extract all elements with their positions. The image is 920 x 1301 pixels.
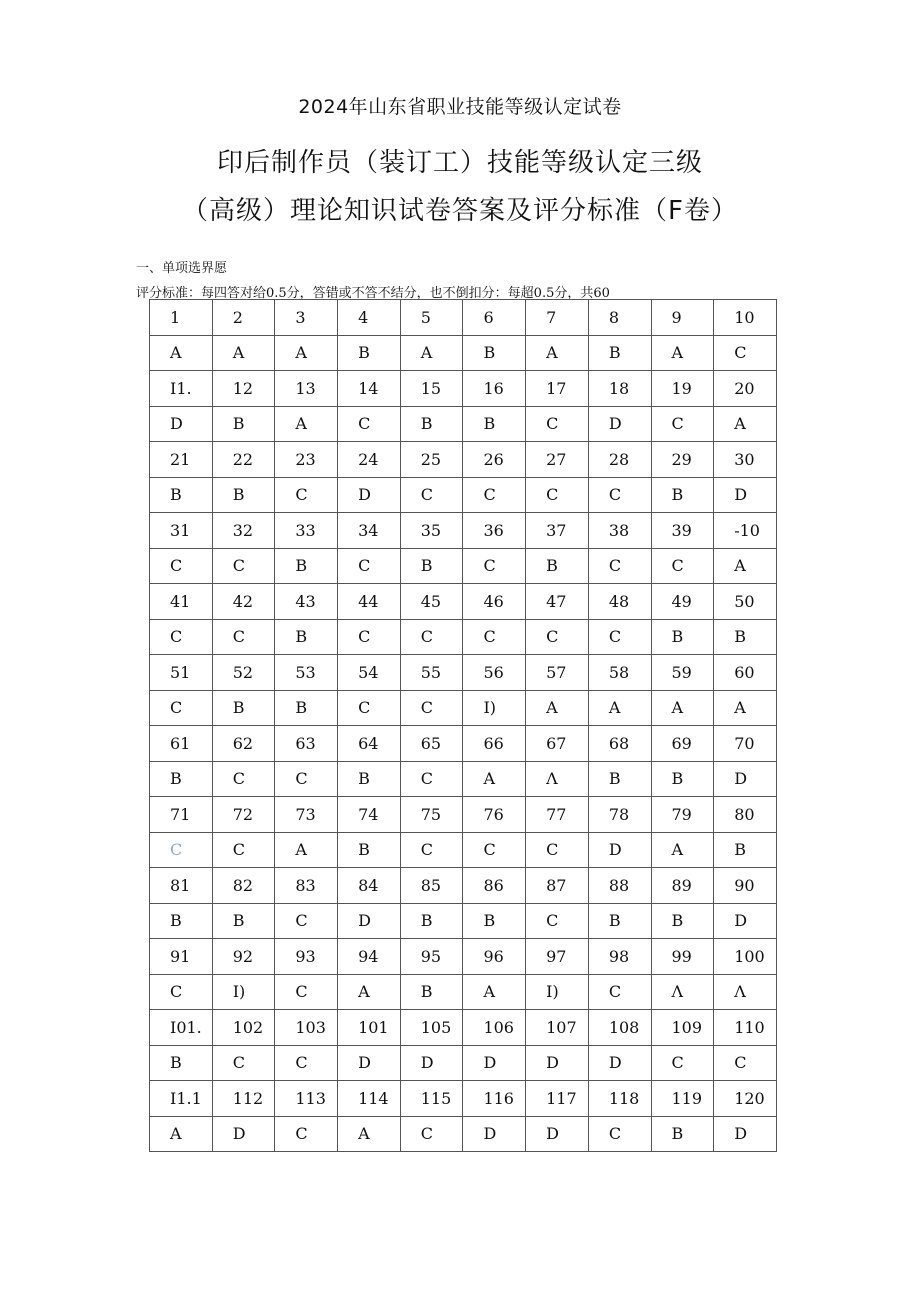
answer-cell: Λ (651, 975, 714, 1010)
answer-cell: C (651, 549, 714, 584)
question-number-cell: 62 (212, 726, 275, 762)
exam-subtitle: 2024年山东省职业技能等级认定试卷 (298, 96, 622, 118)
answer-cell: C (275, 762, 338, 797)
question-number-cell: 74 (338, 797, 401, 833)
answer-cell: C (588, 478, 651, 513)
question-number-cell: 6 (463, 300, 526, 336)
question-number-cell: 80 (714, 797, 777, 833)
answer-cell: D (400, 1046, 463, 1081)
question-number-row (150, 584, 777, 620)
answer-cell: C (526, 904, 589, 939)
answer-row (150, 478, 777, 513)
question-number-cell: 109 (651, 1010, 714, 1046)
question-number-cell: 17 (526, 371, 589, 407)
question-number-cell: 15 (400, 371, 463, 407)
question-number-cell: 47 (526, 584, 589, 620)
question-number-cell: 61 (150, 726, 213, 762)
answer-cell: B (400, 904, 463, 939)
question-number-cell: 7 (526, 300, 589, 336)
question-number-cell: 114 (338, 1081, 401, 1117)
question-number-cell: 37 (526, 513, 589, 549)
question-number-cell: 63 (275, 726, 338, 762)
question-number-cell: 81 (150, 868, 213, 904)
answer-cell: B (651, 478, 714, 513)
question-number-cell: 33 (275, 513, 338, 549)
answer-cell: B (651, 1117, 714, 1152)
question-number-row (150, 655, 777, 691)
question-number-cell: 110 (714, 1010, 777, 1046)
answer-cell: D (714, 478, 777, 513)
answer-row (150, 620, 777, 655)
answer-cell: A (588, 691, 651, 726)
answer-cell: C (338, 549, 401, 584)
question-number-cell: 86 (463, 868, 526, 904)
question-number-cell: 107 (526, 1010, 589, 1046)
answer-cell: C (400, 1117, 463, 1152)
answer-cell: B (463, 407, 526, 442)
question-number-cell: -10 (714, 513, 777, 549)
answer-cell: C (588, 549, 651, 584)
answer-cell: C (400, 478, 463, 513)
answer-cell: C (526, 478, 589, 513)
answer-cell: A (714, 691, 777, 726)
question-number-cell: 51 (150, 655, 213, 691)
answer-cell: I) (463, 691, 526, 726)
answer-cell: C (400, 691, 463, 726)
question-number-cell: 79 (651, 797, 714, 833)
answer-cell: C (212, 1046, 275, 1081)
question-number-cell: 95 (400, 939, 463, 975)
answer-cell: C (150, 549, 213, 584)
answer-cell: B (588, 762, 651, 797)
answer-cell: D (526, 1117, 589, 1152)
answer-cell: B (526, 549, 589, 584)
answer-cell: D (212, 1117, 275, 1152)
answer-cell: B (150, 1046, 213, 1081)
question-number-cell: 13 (275, 371, 338, 407)
answer-cell: D (338, 1046, 401, 1081)
answer-cell: D (463, 1046, 526, 1081)
question-number-cell: 72 (212, 797, 275, 833)
question-number-row (150, 513, 777, 549)
answer-cell: C (212, 762, 275, 797)
question-number-cell: 59 (651, 655, 714, 691)
question-number-cell: 83 (275, 868, 338, 904)
answer-cell: B (150, 904, 213, 939)
answer-cell: C (714, 1046, 777, 1081)
answer-cell: C (526, 620, 589, 655)
question-number-cell: 54 (338, 655, 401, 691)
question-number-row (150, 726, 777, 762)
question-number-cell: 2 (212, 300, 275, 336)
question-number-cell: 20 (714, 371, 777, 407)
answer-cell: A (400, 336, 463, 371)
answer-cell: B (714, 620, 777, 655)
answer-row (150, 1117, 777, 1152)
answer-cell: C (150, 691, 213, 726)
question-number-cell: 36 (463, 513, 526, 549)
answer-table-body (150, 300, 777, 1152)
question-number-cell: 35 (400, 513, 463, 549)
answer-cell: C (338, 407, 401, 442)
question-number-cell: 65 (400, 726, 463, 762)
question-number-cell: 87 (526, 868, 589, 904)
question-number-cell: 5 (400, 300, 463, 336)
answer-cell: A (338, 975, 401, 1010)
answer-cell: C (588, 975, 651, 1010)
answer-cell: A (338, 1117, 401, 1152)
answer-cell: D (150, 407, 213, 442)
question-number-row (150, 300, 777, 336)
question-number-cell: 103 (275, 1010, 338, 1046)
question-number-cell: 115 (400, 1081, 463, 1117)
answer-cell: C (651, 1046, 714, 1081)
question-number-cell: 22 (212, 442, 275, 478)
answer-cell: C (275, 975, 338, 1010)
answer-cell: I) (526, 975, 589, 1010)
question-number-cell: 76 (463, 797, 526, 833)
question-number-cell: 117 (526, 1081, 589, 1117)
answer-cell: B (212, 691, 275, 726)
question-number-cell: 49 (651, 584, 714, 620)
answer-cell: B (651, 904, 714, 939)
answer-cell: B (651, 762, 714, 797)
answer-table (149, 299, 777, 1152)
question-number-cell: 43 (275, 584, 338, 620)
answer-cell: C (588, 1117, 651, 1152)
question-number-cell: 9 (651, 300, 714, 336)
answer-cell: D (714, 1117, 777, 1152)
answer-cell: A (651, 833, 714, 868)
answer-cell: B (463, 336, 526, 371)
answer-cell: A (526, 336, 589, 371)
answer-cell: B (212, 478, 275, 513)
answer-cell: B (275, 691, 338, 726)
question-number-cell: 44 (338, 584, 401, 620)
question-number-cell: 18 (588, 371, 651, 407)
question-number-cell: 50 (714, 584, 777, 620)
answer-cell: B (275, 620, 338, 655)
question-number-cell: 39 (651, 513, 714, 549)
question-number-cell: 99 (651, 939, 714, 975)
question-number-cell: 8 (588, 300, 651, 336)
question-number-cell: 31 (150, 513, 213, 549)
question-number-cell: 58 (588, 655, 651, 691)
question-number-cell: 29 (651, 442, 714, 478)
question-number-cell: 112 (212, 1081, 275, 1117)
question-number-cell: 102 (212, 1010, 275, 1046)
answer-cell: A (714, 549, 777, 584)
question-number-cell: 89 (651, 868, 714, 904)
answer-cell: C (588, 620, 651, 655)
question-number-cell: 24 (338, 442, 401, 478)
question-number-cell: 82 (212, 868, 275, 904)
question-number-cell: 75 (400, 797, 463, 833)
question-number-cell: 96 (463, 939, 526, 975)
question-number-cell: I01. (150, 1010, 213, 1046)
answer-row (150, 762, 777, 797)
answer-cell: C (150, 833, 213, 868)
answer-cell: B (651, 620, 714, 655)
question-number-cell: 23 (275, 442, 338, 478)
question-number-cell: 108 (588, 1010, 651, 1046)
answer-cell: B (400, 549, 463, 584)
question-number-cell: 3 (275, 300, 338, 336)
question-number-cell: 113 (275, 1081, 338, 1117)
question-number-cell: 91 (150, 939, 213, 975)
answer-cell: B (463, 904, 526, 939)
answer-cell: A (463, 762, 526, 797)
answer-cell: B (275, 549, 338, 584)
question-number-cell: 4 (338, 300, 401, 336)
answer-cell: D (588, 833, 651, 868)
question-number-cell: 10 (714, 300, 777, 336)
answer-cell: D (338, 478, 401, 513)
question-number-cell: 34 (338, 513, 401, 549)
question-number-cell: 64 (338, 726, 401, 762)
question-number-cell: 56 (463, 655, 526, 691)
answer-cell: C (463, 833, 526, 868)
question-number-row (150, 797, 777, 833)
answer-cell: B (400, 407, 463, 442)
answer-cell: C (275, 1046, 338, 1081)
answer-cell: D (714, 904, 777, 939)
question-number-cell: 98 (588, 939, 651, 975)
answer-cell: A (275, 336, 338, 371)
answer-cell: B (150, 762, 213, 797)
answer-cell: D (588, 1046, 651, 1081)
answer-cell: C (463, 478, 526, 513)
answer-cell: A (651, 336, 714, 371)
question-number-cell: 26 (463, 442, 526, 478)
question-number-cell: 25 (400, 442, 463, 478)
question-number-cell: I1. (150, 371, 213, 407)
answer-cell: C (338, 691, 401, 726)
scoring-standard: 评分标准：每四答对给0.5分，答错或不答不结分，也不倒扣分：每超0.5分，共60 (136, 286, 610, 301)
answer-cell: B (588, 904, 651, 939)
answer-cell: C (400, 620, 463, 655)
question-number-row (150, 442, 777, 478)
question-number-cell: 38 (588, 513, 651, 549)
answer-row (150, 336, 777, 371)
answer-cell: D (463, 1117, 526, 1152)
answer-cell: C (338, 620, 401, 655)
question-number-cell: 118 (588, 1081, 651, 1117)
question-number-cell: 12 (212, 371, 275, 407)
answer-cell: C (275, 478, 338, 513)
answer-cell: C (526, 407, 589, 442)
question-number-cell: 77 (526, 797, 589, 833)
question-number-cell: 68 (588, 726, 651, 762)
answer-cell: B (338, 762, 401, 797)
question-number-cell: 71 (150, 797, 213, 833)
answer-cell: D (338, 904, 401, 939)
question-number-row (150, 1081, 777, 1117)
answer-cell: C (463, 620, 526, 655)
answer-cell: Λ (714, 975, 777, 1010)
answer-cell: C (275, 1117, 338, 1152)
question-number-cell: 88 (588, 868, 651, 904)
answer-cell: B (338, 833, 401, 868)
answer-cell: A (150, 336, 213, 371)
question-number-cell: 21 (150, 442, 213, 478)
question-number-cell: 120 (714, 1081, 777, 1117)
answer-cell: C (212, 833, 275, 868)
answer-cell: C (150, 620, 213, 655)
answer-cell: B (400, 975, 463, 1010)
answer-cell: C (212, 620, 275, 655)
question-number-row (150, 939, 777, 975)
question-number-cell: 97 (526, 939, 589, 975)
answer-cell: C (651, 407, 714, 442)
question-number-cell: 105 (400, 1010, 463, 1046)
answer-cell: B (212, 407, 275, 442)
question-number-row (150, 371, 777, 407)
question-number-row (150, 1010, 777, 1046)
answer-cell: C (275, 904, 338, 939)
question-number-cell: 66 (463, 726, 526, 762)
answer-cell: B (212, 904, 275, 939)
question-number-cell: 70 (714, 726, 777, 762)
question-number-cell: 100 (714, 939, 777, 975)
question-number-cell: 48 (588, 584, 651, 620)
answer-cell: C (400, 762, 463, 797)
section-heading: 一、单项选界愿 (136, 261, 228, 276)
answer-cell: A (651, 691, 714, 726)
answer-cell: A (150, 1117, 213, 1152)
answer-cell: C (150, 975, 213, 1010)
question-number-cell: 52 (212, 655, 275, 691)
answer-cell: B (338, 336, 401, 371)
question-number-cell: 106 (463, 1010, 526, 1046)
answer-row (150, 407, 777, 442)
question-number-cell: 69 (651, 726, 714, 762)
answer-cell: B (150, 478, 213, 513)
answer-cell: C (714, 336, 777, 371)
answer-cell: C (526, 833, 589, 868)
question-number-cell: 73 (275, 797, 338, 833)
question-number-cell: 16 (463, 371, 526, 407)
question-number-cell: 42 (212, 584, 275, 620)
answer-cell: A (275, 833, 338, 868)
answer-row (150, 1046, 777, 1081)
answer-cell: C (463, 549, 526, 584)
answer-cell: C (400, 833, 463, 868)
answer-row (150, 904, 777, 939)
question-number-cell: 67 (526, 726, 589, 762)
answer-cell: Λ (526, 762, 589, 797)
answer-row (150, 833, 777, 868)
question-number-cell: 94 (338, 939, 401, 975)
answer-cell: A (463, 975, 526, 1010)
answer-cell: D (526, 1046, 589, 1081)
question-number-cell: 53 (275, 655, 338, 691)
question-number-cell: 116 (463, 1081, 526, 1117)
answer-cell: I) (212, 975, 275, 1010)
question-number-cell: 57 (526, 655, 589, 691)
question-number-cell: 85 (400, 868, 463, 904)
answer-row (150, 975, 777, 1010)
answer-cell: D (588, 407, 651, 442)
question-number-cell: 30 (714, 442, 777, 478)
answer-cell: A (526, 691, 589, 726)
question-number-cell: I1.1 (150, 1081, 213, 1117)
question-number-cell: 14 (338, 371, 401, 407)
question-number-cell: 32 (212, 513, 275, 549)
question-number-cell: 1 (150, 300, 213, 336)
exam-title-line-2: （高级）理论知识试卷答案及评分标准（F卷） (182, 196, 738, 226)
answer-cell: A (275, 407, 338, 442)
question-number-cell: 60 (714, 655, 777, 691)
answer-cell: C (212, 549, 275, 584)
question-number-cell: 101 (338, 1010, 401, 1046)
exam-title-line-1: 印后制作员（装订工）技能等级认定三级 (216, 148, 703, 178)
question-number-cell: 19 (651, 371, 714, 407)
answer-cell: D (714, 762, 777, 797)
answer-cell: B (714, 833, 777, 868)
question-number-cell: 84 (338, 868, 401, 904)
question-number-cell: 28 (588, 442, 651, 478)
answer-cell: A (714, 407, 777, 442)
question-number-cell: 46 (463, 584, 526, 620)
answer-cell: B (588, 336, 651, 371)
question-number-cell: 55 (400, 655, 463, 691)
question-number-cell: 27 (526, 442, 589, 478)
question-number-cell: 93 (275, 939, 338, 975)
question-number-cell: 41 (150, 584, 213, 620)
question-number-cell: 90 (714, 868, 777, 904)
question-number-cell: 119 (651, 1081, 714, 1117)
question-number-cell: 92 (212, 939, 275, 975)
question-number-row (150, 868, 777, 904)
question-number-cell: 45 (400, 584, 463, 620)
question-number-cell: 78 (588, 797, 651, 833)
answer-cell: A (212, 336, 275, 371)
answer-row (150, 549, 777, 584)
answer-row (150, 691, 777, 726)
